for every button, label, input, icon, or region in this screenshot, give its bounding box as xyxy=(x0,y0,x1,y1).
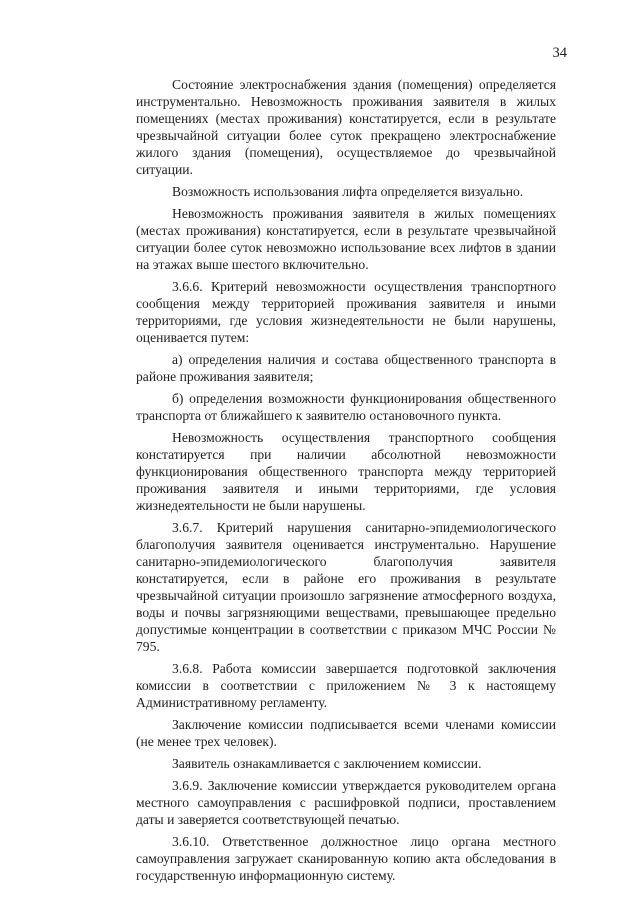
paragraph-3-6-10: 3.6.10. Ответственное должностное лицо органа местного самоуправления загружает сканированную копию акта обследования в государственную информационную систему. xyxy=(136,834,556,883)
paragraph-elevator-impossibility: Невозможность проживания заявителя в жилых помещениях (местах проживания) констатируется, если в результате чрезвычайной ситуации более суток невозможно использование всех лифтов в здании на этажах выше шестого включительно. xyxy=(136,206,556,272)
paragraph-3-6-9: 3.6.9. Заключение комиссии утверждается руководителем органа местного самоуправления с расшифровкой подписи, проставлением даты и заверяется соответствующей печатью. xyxy=(136,778,556,827)
paragraph-transport-impossibility: Невозможность осуществления транспортного сообщения констатируется при наличии абсолютной невозможности функционирования общественного транспорта между территорией проживания заявителя и иными территориями, где условия жизнедеятельности не были нарушены. xyxy=(136,430,556,513)
page-number: 34 xyxy=(552,45,567,61)
paragraph-3-6-7: 3.6.7. Критерий нарушения санитарно-эпидемиологического благополучия заявителя оценивается инструментально. Нарушение санитарно-эпидемиологического благополучия заявителя констатируется, если в районе его проживания в результате чрезвычайной ситуации произошло загрязнение атмосферного воздуха, воды и почвы загрязняющими веществами, превышающее предельно допустимые концентрации в соответствии с приказом МЧС России № 795. xyxy=(136,520,556,654)
paragraph-acquaintance: Заявитель ознакамливается с заключением комиссии. xyxy=(172,756,482,771)
paragraph-3-6-6: 3.6.6. Критерий невозможности осуществления транспортного сообщения между территорией проживания заявителя и иными территориями, где условия жизнедеятельности не были нарушены, оценивается путем: xyxy=(136,279,556,345)
paragraph-elevator-check: Возможность использования лифта определяется визуально. xyxy=(172,184,524,199)
paragraph-item-b: б) определения возможности функционирования общественного транспорта от ближайшего к заявителю остановочного пункта. xyxy=(136,391,556,423)
paragraph-power-supply: Состояние электроснабжения здания (помещения) определяется инструментально. Невозможность проживания заявителя в жилых помещениях (местах проживания) констатируется, если в результате чрезвычайной ситуации более суток прекращено электроснабжение жилого здания (помещения), осуществляемое до чрезвычайной ситуации. xyxy=(136,77,556,177)
paragraph-3-6-8: 3.6.8. Работа комиссии завершается подготовкой заключения комиссии в соответствии с приложением № 3 к настоящему Административному регламенту. xyxy=(136,661,556,710)
paragraph-item-a: а) определения наличия и состава общественного транспорта в районе проживания заявителя; xyxy=(136,352,556,384)
paragraph-signatures: Заключение комиссии подписывается всеми членами комиссии (не менее трех человек). xyxy=(136,717,556,749)
document-body xyxy=(136,76,556,889)
